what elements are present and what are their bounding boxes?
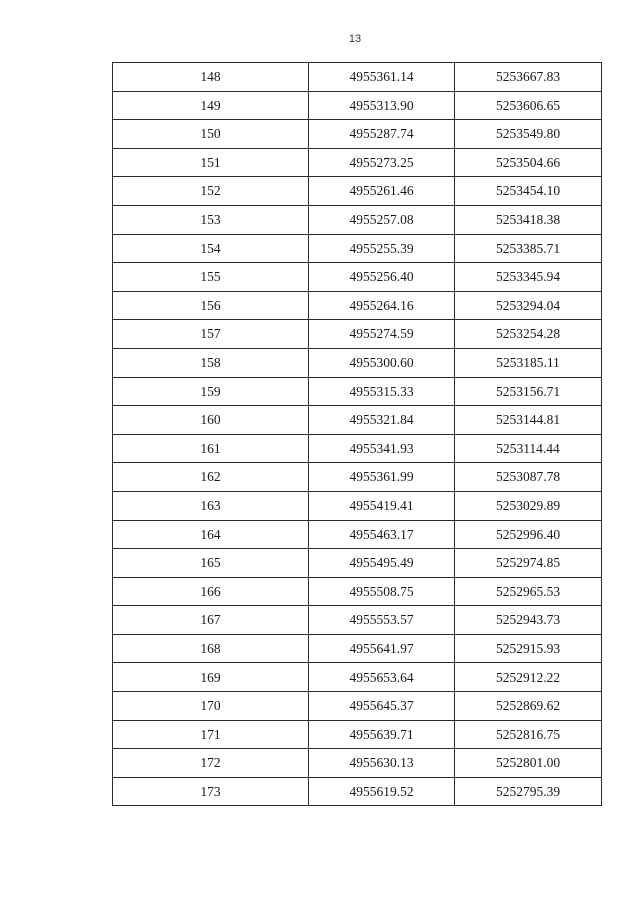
x-coordinate-cell: 4955264.16 [309,291,455,320]
point-number-cell: 171 [113,720,309,749]
table-row [113,434,602,463]
x-coordinate-cell: 4955256.40 [309,263,455,292]
y-coordinate-cell: 5252912.22 [455,663,602,692]
x-coordinate-cell: 4955341.93 [309,434,455,463]
point-number-cell: 167 [113,606,309,635]
table-row [113,634,602,663]
x-coordinate-cell: 4955313.90 [309,91,455,120]
point-number-cell: 150 [113,120,309,149]
y-coordinate-cell: 5253667.83 [455,63,602,92]
y-coordinate-cell: 5253345.94 [455,263,602,292]
x-coordinate-cell: 4955653.64 [309,663,455,692]
x-coordinate-cell: 4955255.39 [309,234,455,263]
y-coordinate-cell: 5252801.00 [455,749,602,778]
table-row [113,463,602,492]
table-row [113,720,602,749]
table-row [113,177,602,206]
y-coordinate-cell: 5252816.75 [455,720,602,749]
point-number-cell: 173 [113,777,309,806]
x-coordinate-cell: 4955495.49 [309,549,455,578]
table-row [113,234,602,263]
y-coordinate-cell: 5253114.44 [455,434,602,463]
x-coordinate-cell: 4955257.08 [309,205,455,234]
point-number-cell: 168 [113,634,309,663]
point-number-cell: 155 [113,263,309,292]
y-coordinate-cell: 5253294.04 [455,291,602,320]
table-row [113,606,602,635]
x-coordinate-cell: 4955645.37 [309,692,455,721]
table-row [113,348,602,377]
table-row [113,291,602,320]
table-row [113,577,602,606]
x-coordinate-cell: 4955300.60 [309,348,455,377]
table-row [113,663,602,692]
table-row [113,406,602,435]
point-number-cell: 149 [113,91,309,120]
x-coordinate-cell: 4955361.14 [309,63,455,92]
table-row [113,148,602,177]
y-coordinate-cell: 5252974.85 [455,549,602,578]
table-row [113,777,602,806]
coordinates-table [112,62,602,806]
table-row [113,63,602,92]
point-number-cell: 151 [113,148,309,177]
point-number-cell: 166 [113,577,309,606]
point-number-cell: 153 [113,205,309,234]
x-coordinate-cell: 4955361.99 [309,463,455,492]
x-coordinate-cell: 4955463.17 [309,520,455,549]
table-row [113,692,602,721]
y-coordinate-cell: 5253087.78 [455,463,602,492]
y-coordinate-cell: 5253549.80 [455,120,602,149]
point-number-cell: 169 [113,663,309,692]
y-coordinate-cell: 5253504.66 [455,148,602,177]
table-row [113,120,602,149]
table-row [113,205,602,234]
x-coordinate-cell: 4955315.33 [309,377,455,406]
x-coordinate-cell: 4955287.74 [309,120,455,149]
point-number-cell: 158 [113,348,309,377]
x-coordinate-cell: 4955639.71 [309,720,455,749]
y-coordinate-cell: 5252795.39 [455,777,602,806]
table-row [113,320,602,349]
point-number-cell: 162 [113,463,309,492]
x-coordinate-cell: 4955321.84 [309,406,455,435]
y-coordinate-cell: 5253454.10 [455,177,602,206]
y-coordinate-cell: 5253144.81 [455,406,602,435]
point-number-cell: 152 [113,177,309,206]
table-row [113,491,602,520]
y-coordinate-cell: 5253254.28 [455,320,602,349]
x-coordinate-cell: 4955619.52 [309,777,455,806]
table-row [113,91,602,120]
y-coordinate-cell: 5253385.71 [455,234,602,263]
y-coordinate-cell: 5253418.38 [455,205,602,234]
y-coordinate-cell: 5252996.40 [455,520,602,549]
point-number-cell: 165 [113,549,309,578]
x-coordinate-cell: 4955553.57 [309,606,455,635]
point-number-cell: 154 [113,234,309,263]
x-coordinate-cell: 4955273.25 [309,148,455,177]
table-row [113,549,602,578]
y-coordinate-cell: 5253606.65 [455,91,602,120]
table-row [113,377,602,406]
point-number-cell: 156 [113,291,309,320]
table-row [113,749,602,778]
x-coordinate-cell: 4955261.46 [309,177,455,206]
y-coordinate-cell: 5253029.89 [455,491,602,520]
x-coordinate-cell: 4955419.41 [309,491,455,520]
coordinates-table-body [113,63,602,806]
point-number-cell: 148 [113,63,309,92]
y-coordinate-cell: 5252869.62 [455,692,602,721]
table-row [113,520,602,549]
page-number: 13 [348,33,362,45]
x-coordinate-cell: 4955274.59 [309,320,455,349]
y-coordinate-cell: 5252943.73 [455,606,602,635]
point-number-cell: 161 [113,434,309,463]
point-number-cell: 159 [113,377,309,406]
point-number-cell: 157 [113,320,309,349]
y-coordinate-cell: 5252965.53 [455,577,602,606]
x-coordinate-cell: 4955641.97 [309,634,455,663]
y-coordinate-cell: 5253156.71 [455,377,602,406]
x-coordinate-cell: 4955630.13 [309,749,455,778]
y-coordinate-cell: 5253185.11 [455,348,602,377]
point-number-cell: 164 [113,520,309,549]
point-number-cell: 160 [113,406,309,435]
point-number-cell: 163 [113,491,309,520]
y-coordinate-cell: 5252915.93 [455,634,602,663]
point-number-cell: 172 [113,749,309,778]
table-row [113,263,602,292]
point-number-cell: 170 [113,692,309,721]
x-coordinate-cell: 4955508.75 [309,577,455,606]
